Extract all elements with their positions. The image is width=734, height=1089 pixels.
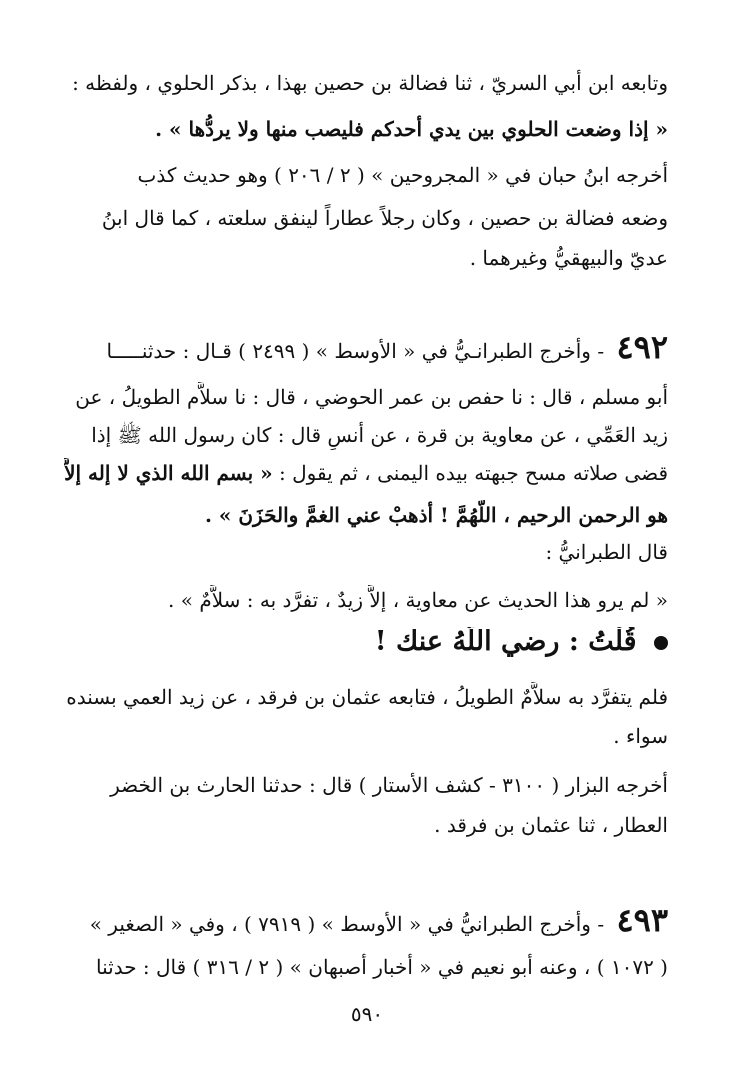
hadith493-line1-text: - وأخرج الطبرانيُّ في « الأوسط » ( ٧٩١٩ ) ، وفي « الصغير »	[89, 912, 605, 936]
qultu-heading-text: قُلْتُ : رضي اللَّهُ عنك !	[374, 627, 637, 657]
hadith492-line5: هو الرحمن الرحيم ، اللَّهُمَّ ! أذهبْ عني الغمَّ والحَزَنَ » .	[204, 503, 668, 527]
hadith492-line1	[64, 332, 668, 366]
hadith493-line1	[64, 905, 668, 939]
paragraph2-line1: أخرجه ابنُ حبان في « المجروحين » ( ٢ / ٢٠٦ ) وهو حديث كذب	[137, 163, 668, 187]
hadith492-line4-basmala: « بسم الله الذي لا إله إلاَّ	[64, 461, 273, 485]
hadith493-line2: ( ١٠٧٢ ) ، وعنه أبو نعيم في « أخبار أصبهان » ( ٢ / ٣١٦ ) قال : حدثنا	[96, 955, 668, 979]
paragraph2-line3: عديّ والبيهقيُّ وغيرهما .	[469, 246, 668, 270]
paragraph2-line2: وضعه فضالة بن حصين ، وكان رجلاً عطاراً لينفق سلعته ، كما قال ابنُ	[101, 206, 668, 230]
paragraph3-line2: سواء .	[613, 724, 668, 748]
page-number: ٥٩٠	[350, 1002, 384, 1026]
hadith492-line4-text: قضى صلاته مسح جبهته بيده اليمنى ، ثم يقول :	[279, 461, 668, 485]
qultu-heading	[64, 627, 668, 657]
hadith492-line6: قال الطبرانيُّ :	[545, 540, 668, 564]
paragraph1-line1: وتابعه ابن أبي السريّ ، ثنا فضالة بن حصين بهذا ، بذكر الحلوي ، ولفظه :	[72, 71, 668, 95]
paragraph3-line1: فلم يتفرَّد به سلاَّمٌ الطويلُ ، فتابعه عثمان بن فرقد ، عن زيد العمي بسنده	[66, 685, 668, 709]
bullet-icon	[654, 636, 668, 650]
hadith493-number: ٤٩٣	[616, 905, 668, 939]
hadith492-line4	[64, 458, 668, 488]
paragraph1-line2: « إذا وضعت الحلوي بين يدي أحدكم فليصب منها ولا يردُّها » .	[155, 117, 668, 141]
hadith492-line2: أبو مسلم ، قال : نا حفص بن عمر الحوضي ، قال : نا سلاَّم الطويلُ ، عن	[75, 385, 668, 409]
hadith492-number: ٤٩٢	[616, 332, 668, 366]
paragraph4-line2: العطار ، ثنا عثمان بن فرقد .	[434, 813, 668, 837]
paragraph4-line1: أخرجه البزار ( ٣١٠٠ - كشف الأستار ) قال : حدثنا الحارث بن الخضر	[110, 773, 668, 797]
hadith492-line3: زيد العَمِّي ، عن معاوية بن قرة ، عن أنسٍ قال : كان رسول الله ﷺ إذا	[91, 423, 668, 447]
hadith492-line1-text: - وأخرج الطبرانـيُّ في « الأوسط » ( ٢٤٩٩ ) قـال : حدثنـــــا	[106, 339, 605, 363]
hadith492-line7: « لم يرو هذا الحديث عن معاوية ، إلاَّ زيدٌ ، تفرَّد به : سلاَّمٌ » .	[168, 588, 668, 612]
